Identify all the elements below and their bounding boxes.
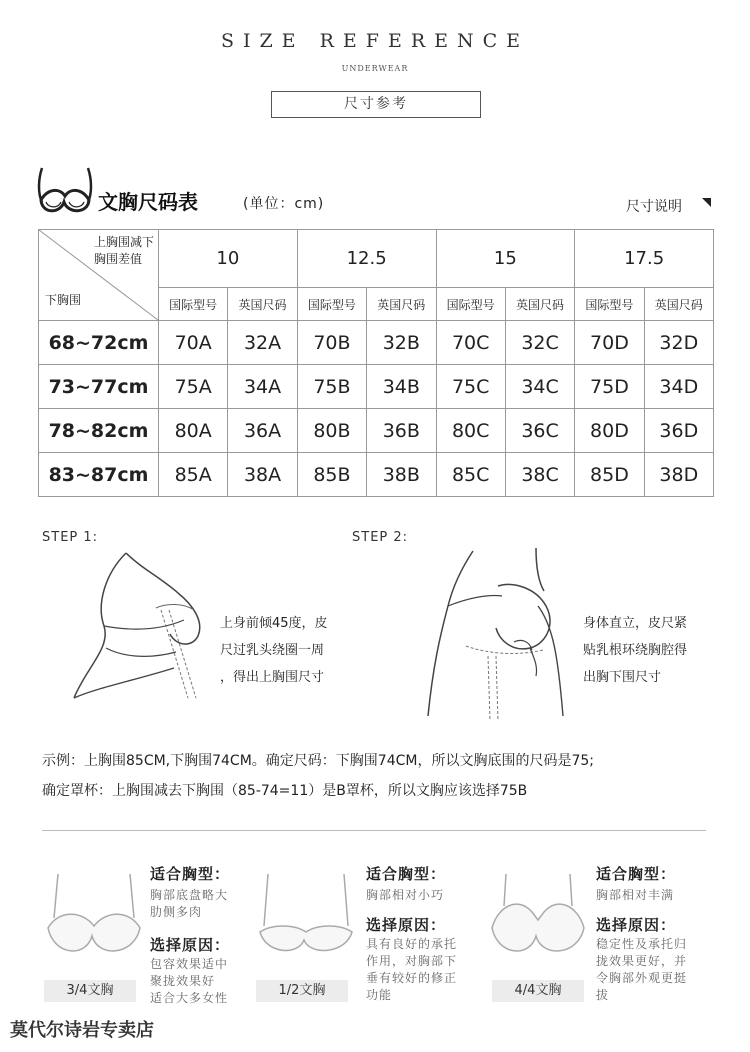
corner-top-label: 上胸围减下 胸围差值	[93, 235, 154, 266]
cup-suit-text: 胸部相对丰满	[596, 888, 675, 902]
bra-4-4-icon	[488, 870, 588, 962]
size-cell: 80A	[159, 409, 228, 453]
table-header-row	[39, 230, 714, 288]
size-cell: 34D	[644, 365, 713, 409]
size-note-link: 尺寸说明	[626, 199, 682, 215]
page-subtitle: UNDERWEAR	[341, 64, 409, 73]
size-cell: 32C	[505, 321, 574, 365]
example-line-2: 确定罩杯：上胸围减去下胸围（85-74=11）是B罩杯，所以文胸应该选择75B	[42, 783, 528, 799]
size-cell: 38A	[228, 453, 297, 497]
cup-reason-title: 选择原因：	[366, 916, 447, 934]
difference-header: 15	[436, 230, 575, 288]
cup-reason-text: 包容效果适中 聚拢效果好 适合大多女性	[150, 957, 229, 1005]
size-cell: 75C	[436, 365, 505, 409]
band-size-cell: 73~77cm	[39, 365, 159, 409]
size-cell: 34B	[367, 365, 436, 409]
size-cell: 85B	[297, 453, 366, 497]
column-header: 英国尺码	[228, 288, 297, 321]
size-cell: 32A	[228, 321, 297, 365]
difference-header: 17.5	[575, 230, 714, 288]
size-cell: 85D	[575, 453, 644, 497]
size-cell: 36C	[505, 409, 574, 453]
band-size-cell: 83~87cm	[39, 453, 159, 497]
size-cell: 32B	[367, 321, 436, 365]
cup-suit-text: 胸部底盘略大 肋侧多肉	[150, 888, 229, 919]
size-cell: 36A	[228, 409, 297, 453]
corner-arrow-icon	[701, 197, 712, 208]
cup-suit-text: 胸部相对小巧	[366, 888, 445, 902]
size-cell: 85C	[436, 453, 505, 497]
cup-reason-title: 选择原因：	[596, 916, 677, 934]
size-cell: 85A	[159, 453, 228, 497]
step1-illustration	[66, 548, 216, 718]
cup-reason-title: 选择原因：	[150, 936, 231, 954]
step1-label: STEP 1:	[42, 530, 99, 545]
size-table-unit: (单位：cm)	[243, 196, 325, 212]
column-header: 英国尺码	[367, 288, 436, 321]
size-cell: 75B	[297, 365, 366, 409]
size-cell: 32D	[644, 321, 713, 365]
column-header: 英国尺码	[644, 288, 713, 321]
corner-bottom-label: 下胸围	[45, 293, 82, 307]
column-header: 国际型号	[297, 288, 366, 321]
example-line-1: 示例：上胸围85CM,下胸围74CM。确定尺码：下胸围74CM，所以文胸底围的尺码是75;	[42, 753, 594, 769]
table-row	[39, 453, 714, 497]
size-cell: 36D	[644, 409, 713, 453]
size-cell: 70A	[159, 321, 228, 365]
size-cell: 38D	[644, 453, 713, 497]
step1-description: 上身前倾45度，皮 尺过乳头绕圈一周 ，得出上胸围尺寸	[220, 616, 328, 685]
column-header: 英国尺码	[505, 288, 574, 321]
size-cell: 38B	[367, 453, 436, 497]
column-header: 国际型号	[159, 288, 228, 321]
band-size-cell: 68~72cm	[39, 321, 159, 365]
bra-3-4-label: 3/4文胸	[44, 980, 136, 1002]
cup-suit-title: 适合胸型：	[150, 865, 231, 883]
store-watermark: 莫代尔诗岩专卖店	[10, 1020, 154, 1041]
cup-reason-text: 具有良好的承托 作用，对胸部下 垂有较好的修正 功能	[366, 937, 458, 1002]
bra-1-2-icon	[256, 870, 356, 962]
size-cell: 34C	[505, 365, 574, 409]
bra-1-2-label: 1/2文胸	[256, 980, 348, 1002]
section-label-box: 尺寸参考	[271, 91, 481, 118]
page-title: SIZE REFERENCE	[220, 30, 530, 52]
step2-illustration	[418, 546, 578, 721]
column-header: 国际型号	[436, 288, 505, 321]
band-size-cell: 78~82cm	[39, 409, 159, 453]
cup-suit-title: 适合胸型：	[596, 865, 677, 883]
size-cell: 70B	[297, 321, 366, 365]
size-cell: 80C	[436, 409, 505, 453]
size-cell: 36B	[367, 409, 436, 453]
size-cell: 75A	[159, 365, 228, 409]
difference-header: 12.5	[297, 230, 436, 288]
step2-description: 身体直立，皮尺紧 贴乳根环绕胸腔得 出胸下围尺寸	[583, 616, 688, 685]
size-cell: 38C	[505, 453, 574, 497]
cup-suit-title: 适合胸型：	[366, 865, 447, 883]
bra-icon	[36, 166, 94, 216]
size-cell: 70C	[436, 321, 505, 365]
size-cell: 34A	[228, 365, 297, 409]
size-cell: 75D	[575, 365, 644, 409]
divider	[42, 830, 706, 831]
table-corner-cell	[39, 230, 159, 321]
size-cell: 70D	[575, 321, 644, 365]
size-table-title: 文胸尺码表	[98, 190, 198, 214]
table-row	[39, 321, 714, 365]
size-cell: 80B	[297, 409, 366, 453]
table-row	[39, 365, 714, 409]
size-table	[38, 229, 714, 497]
column-header: 国际型号	[575, 288, 644, 321]
table-row	[39, 409, 714, 453]
difference-header: 10	[159, 230, 298, 288]
bra-4-4-label: 4/4文胸	[492, 980, 584, 1002]
cup-reason-text: 稳定性及承托归 拢效果更好，并 令胸部外观更挺 拔	[596, 937, 688, 1002]
step2-label: STEP 2:	[352, 530, 409, 545]
size-cell: 80D	[575, 409, 644, 453]
bra-3-4-icon	[44, 870, 144, 962]
